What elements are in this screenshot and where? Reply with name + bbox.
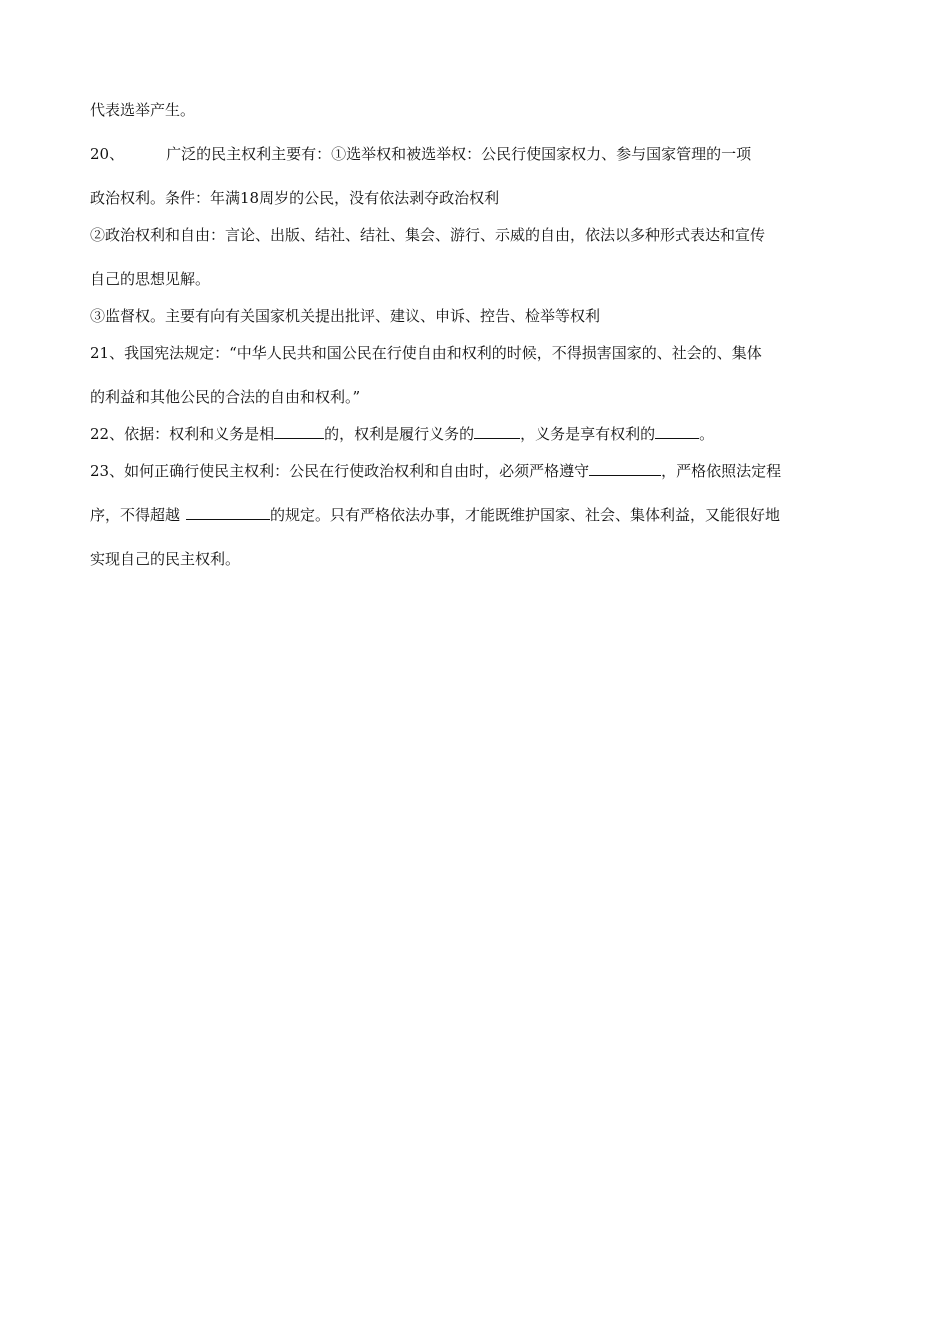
question-23-text-3: 序，不得超越 bbox=[90, 506, 181, 524]
answer-blank[interactable] bbox=[186, 505, 270, 520]
question-20-line-2: 政治权利。条件：年满18周岁的公民，没有依法剥夺政治权利 bbox=[90, 189, 500, 207]
answer-blank[interactable] bbox=[274, 424, 324, 439]
answer-blank[interactable] bbox=[655, 424, 699, 439]
question-22-line bbox=[90, 424, 860, 444]
question-22-text-3: ，义务是享有权利的 bbox=[520, 425, 656, 443]
question-22-text-1: 22、依据：权利和义务是相 bbox=[90, 425, 275, 443]
question-20-number: 20、 bbox=[90, 145, 125, 163]
question-23-line-2 bbox=[90, 505, 860, 525]
question-21-line-1: 21、我国宪法规定：“中华人民共和国公民在行使自由和权利的时候，不得损害国家的、社会的、集体 bbox=[90, 344, 762, 362]
question-23-text-2: ，严格依照法定程 bbox=[661, 462, 782, 480]
question-23-text-1: 23、如何正确行使民主权利：公民在行使政治权利和自由时，必须严格遵守 bbox=[90, 462, 590, 480]
question-20-line-5: ③监督权。主要有向有关国家机关提出批评、建议、申诉、控告、检举等权利 bbox=[90, 307, 601, 325]
question-23-line-1 bbox=[90, 461, 860, 481]
question-22-text-4: 。 bbox=[699, 425, 715, 443]
question-20-line-4: 自己的思想见解。 bbox=[90, 270, 211, 288]
question-21-line-2: 的利益和其他公民的合法的自由和权利。” bbox=[90, 388, 361, 406]
question-23-line-3: 实现自己的民主权利。 bbox=[90, 550, 241, 568]
question-20-line-1 bbox=[90, 144, 860, 164]
text-line-continuation: 代表选举产生。 bbox=[90, 101, 196, 119]
answer-blank[interactable] bbox=[474, 424, 520, 439]
question-23-text-4: 的规定。只有严格依法办事，才能既维护国家、社会、集体利益，又能很好地 bbox=[270, 506, 781, 524]
question-22-text-2: 的，权利是履行义务的 bbox=[324, 425, 475, 443]
question-20-text-1: 广泛的民主权利主要有：①选举权和被选举权：公民行使国家权力、参与国家管理的一项 bbox=[166, 145, 752, 163]
document-page bbox=[90, 100, 860, 569]
question-20-line-3: ②政治权利和自由：言论、出版、结社、结社、集会、游行、示威的自由，依法以多种形式表达和宣传 bbox=[90, 226, 766, 244]
answer-blank[interactable] bbox=[589, 461, 661, 476]
